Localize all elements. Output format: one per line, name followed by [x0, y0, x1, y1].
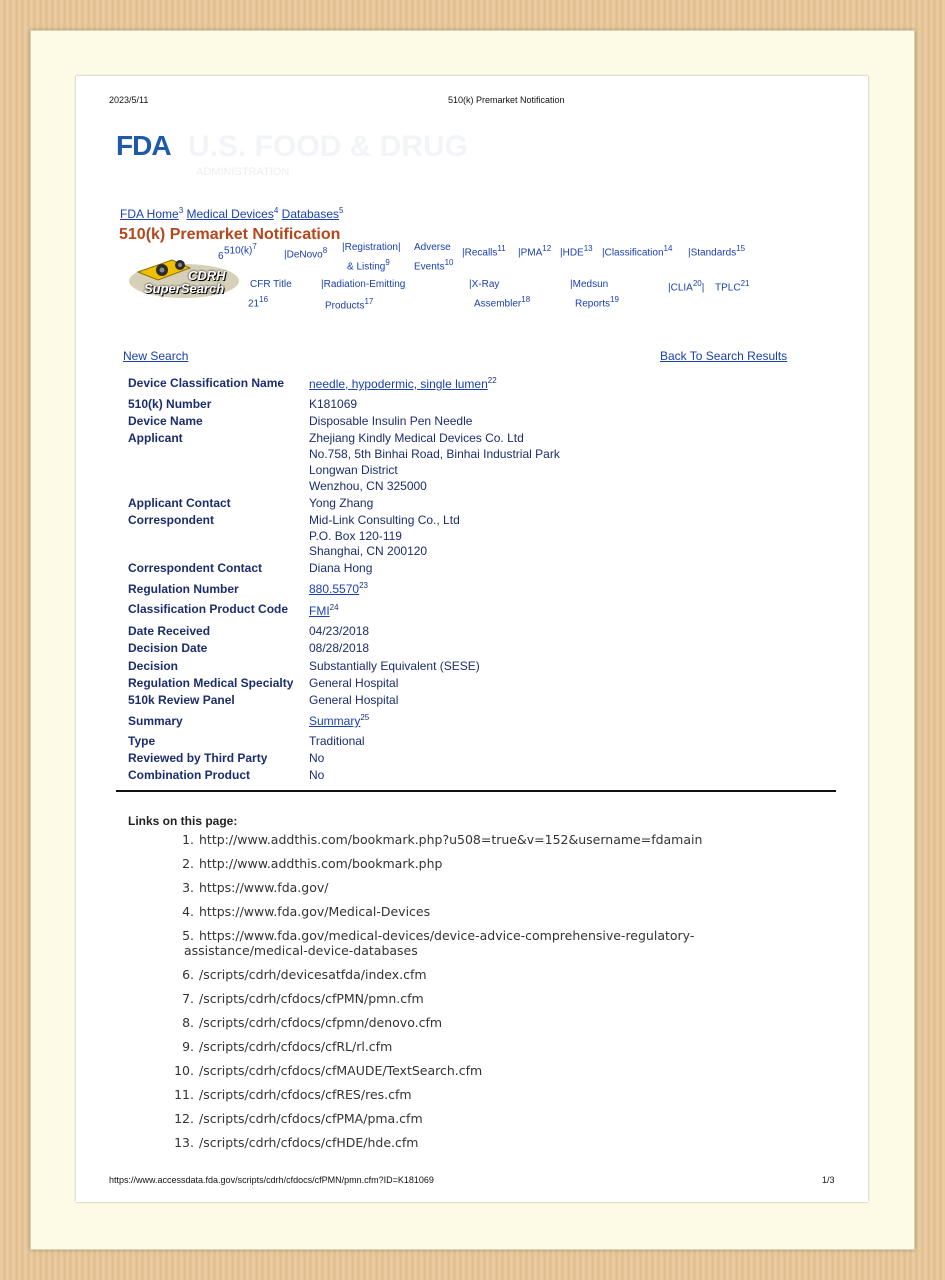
- type-label: Type: [128, 734, 156, 748]
- regulation-number-link[interactable]: 880.5570: [309, 582, 360, 596]
- nav-cfr-label-2: 21: [248, 298, 260, 310]
- nav-510k-label: 510(k): [224, 245, 253, 257]
- nav-registration-label-2: & Listing: [347, 261, 386, 273]
- link-url: http://www.addthis.com/bookmark.php: [199, 856, 443, 871]
- link-url: /scripts/cdrh/cfdocs/cfMAUDE/TextSearch.cfm: [199, 1063, 483, 1078]
- link-ref-number: 14: [663, 244, 673, 253]
- correspondent-label: Correspondent: [128, 513, 215, 527]
- nav-radiation-cont[interactable]: [325, 297, 373, 311]
- list-item[interactable]: [166, 1111, 702, 1126]
- list-number: 9.: [182, 1039, 194, 1054]
- nav-separator: |: [701, 282, 705, 294]
- nav-xray-label: X-Ray: [471, 279, 500, 290]
- list-item[interactable]: [166, 1087, 702, 1102]
- nav-cfr-title[interactable]: [250, 279, 292, 290]
- specialty-label: Regulation Medical Specialty: [128, 676, 294, 690]
- nav-tplc[interactable]: [715, 279, 749, 293]
- k-number-label: 510(k) Number: [128, 397, 212, 411]
- link-ref-number: 7: [252, 242, 257, 251]
- faint-banner-title: U.S. FOOD & DRUG: [188, 130, 469, 163]
- nav-hde[interactable]: [560, 244, 593, 258]
- link-url: https://www.fda.gov/Medical-Devices: [199, 904, 431, 919]
- link-ref-number: 20: [692, 279, 702, 288]
- applicant-line-3: Longwan District: [309, 463, 398, 477]
- correspondent-contact-label: Correspondent Contact: [128, 561, 263, 575]
- page-title: 510(k) Premarket Notification: [119, 226, 341, 243]
- nav-separator: |: [342, 242, 345, 253]
- third-party-value: No: [309, 751, 325, 765]
- nav-separator: |: [518, 247, 521, 259]
- k-number-value: K181069: [309, 397, 358, 411]
- list-item[interactable]: [166, 856, 702, 871]
- list-item[interactable]: [166, 880, 702, 895]
- link-ref-number: 25: [360, 713, 370, 722]
- link-ref-number: 19: [610, 295, 619, 304]
- link-url: https://www.fda.gov/: [199, 880, 329, 895]
- list-number: 2.: [182, 856, 194, 871]
- section-divider: [116, 790, 836, 792]
- correspondent-line-1: Mid-Link Consulting Co., Ltd: [309, 513, 460, 527]
- list-item[interactable]: [166, 904, 702, 919]
- device-name-value: Disposable Insulin Pen Needle: [309, 414, 473, 428]
- nav-separator: |: [462, 247, 465, 259]
- link-ref-number: 23: [359, 581, 368, 590]
- nav-registration[interactable]: [342, 242, 401, 253]
- nav-adverse[interactable]: [414, 242, 451, 253]
- nav-hde-label: HDE: [562, 247, 584, 259]
- nav-registration-cont[interactable]: [347, 258, 390, 272]
- list-item[interactable]: [166, 967, 702, 982]
- applicant-line-1: Zhejiang Kindly Medical Devices Co. Ltd: [309, 431, 524, 445]
- nav-adverse-cont[interactable]: [414, 258, 453, 272]
- nav-separator: |: [668, 282, 671, 294]
- list-item[interactable]: [166, 1015, 702, 1030]
- list-number: 10.: [174, 1063, 194, 1078]
- decision-value: Substantially Equivalent (SESE): [309, 659, 480, 673]
- list-number: 4.: [182, 904, 194, 919]
- combination-label: Combination Product: [128, 768, 250, 782]
- nav-medsun-label-2: Reports: [575, 298, 611, 310]
- regulation-number-label: Regulation Number: [128, 582, 239, 596]
- nav-radiation[interactable]: [321, 279, 405, 290]
- breadcrumb: [120, 206, 343, 221]
- links-heading: Links on this page:: [128, 814, 238, 828]
- specialty-value: General Hospital: [309, 676, 399, 690]
- applicant-contact-value: Yong Zhang: [309, 496, 374, 510]
- correspondent-line-3: Shanghai, CN 200120: [309, 544, 428, 558]
- list-number: 6.: [182, 967, 194, 982]
- nav-cfr-label: CFR Title: [250, 279, 292, 290]
- link-ref-number: 12: [542, 244, 552, 253]
- nav-xray[interactable]: [469, 279, 499, 290]
- nav-recalls-label: Recalls: [464, 247, 498, 259]
- summary-link[interactable]: Summary: [309, 714, 361, 728]
- nav-clia-label: CLIA: [670, 282, 693, 294]
- applicant-contact-label: Applicant Contact: [128, 496, 231, 510]
- applicant-line-2: No.758, 5th Binhai Road, Binhai Industrial Park: [309, 447, 560, 461]
- back-to-results-link[interactable]: Back To Search Results: [660, 349, 788, 363]
- link-ref-number: 5: [339, 206, 344, 215]
- nav-tplc-label: TPLC: [715, 282, 741, 294]
- link-ref-number: 22: [487, 376, 497, 385]
- nav-classification[interactable]: [602, 244, 672, 258]
- nav-medsun[interactable]: [570, 279, 608, 290]
- link-ref-number: 24: [329, 603, 339, 612]
- new-search-link[interactable]: New Search: [123, 349, 189, 363]
- link-url: /scripts/cdrh/cfdocs/cfRL/rl.cfm: [199, 1039, 393, 1054]
- nav-standards-label: Standards: [690, 247, 737, 259]
- nav-denovo[interactable]: [284, 246, 327, 260]
- nav-denovo-label: DeNovo: [286, 249, 323, 261]
- link-url-continued: assistance/medical-device-databases: [184, 943, 418, 958]
- print-title: 510(k) Premarket Notification: [448, 95, 565, 105]
- list-item[interactable]: [166, 1039, 702, 1054]
- list-number: 1.: [182, 832, 194, 847]
- breadcrumb-databases[interactable]: Databases: [281, 207, 340, 221]
- product-code-value: [309, 603, 339, 618]
- link-ref-number: 17: [364, 297, 374, 306]
- nav-cfr-title-cont[interactable]: [248, 295, 268, 309]
- third-party-label: Reviewed by Third Party: [128, 751, 268, 765]
- date-received-label: Date Received: [128, 624, 211, 638]
- nav-xray-label-2: Assembler: [474, 298, 522, 310]
- list-number: 12.: [174, 1111, 194, 1126]
- device-class-value: [309, 376, 497, 391]
- link-ref-number: 9: [385, 258, 390, 267]
- link-ref-number: 6: [218, 251, 224, 262]
- nav-medsun-label: Medsun: [572, 279, 609, 290]
- nav-separator: |: [397, 242, 401, 253]
- review-panel-label: 510k Review Panel: [128, 693, 235, 707]
- link-url: http://www.addthis.com/bookmark.php?u508=true&v=152&username=fdamain: [199, 832, 703, 847]
- link-url: /scripts/cdrh/cfdocs/cfHDE/hde.cfm: [199, 1135, 419, 1150]
- link-ref-number: 13: [583, 244, 593, 253]
- nav-xray-cont[interactable]: [474, 295, 530, 309]
- combination-value: No: [309, 768, 325, 782]
- applicant-label: Applicant: [128, 431, 183, 445]
- review-panel-value: General Hospital: [309, 693, 399, 707]
- supersearch-cdrh-text: CDRH: [188, 268, 226, 283]
- link-ref-number: 15: [736, 244, 746, 253]
- link-url: /scripts/cdrh/devicesatfda/index.cfm: [199, 967, 427, 982]
- supersearch-wordmark-text: SuperSearch: [144, 281, 225, 296]
- product-code-label: Classification Product Code: [128, 602, 289, 616]
- breadcrumb-medical-devices[interactable]: Medical Devices: [186, 207, 274, 221]
- correspondent-line-2: P.O. Box 120-119: [309, 529, 402, 543]
- document-page: [76, 76, 868, 1202]
- link-url: /scripts/cdrh/cfdocs/cfPMN/pmn.cfm: [199, 991, 424, 1006]
- list-item[interactable]: [166, 832, 702, 847]
- nav-pma[interactable]: [518, 244, 551, 258]
- nav-clia[interactable]: [668, 279, 704, 293]
- nav-separator: |: [469, 279, 472, 290]
- link-url: /scripts/cdrh/cfdocs/cfRES/res.cfm: [199, 1087, 412, 1102]
- nav-standards[interactable]: [688, 244, 745, 258]
- faint-banner-subtitle: ADMINISTRATION: [196, 166, 290, 178]
- nav-separator: |: [688, 247, 691, 259]
- decision-date-value: 08/28/2018: [309, 641, 370, 655]
- fda-logo[interactable]: FDA: [116, 130, 171, 161]
- link-ref-number: 21: [740, 279, 750, 288]
- nav-registration-label: Registration: [344, 242, 398, 253]
- summary-label: Summary: [128, 714, 183, 728]
- nav-separator: |: [570, 279, 573, 290]
- links-list: [166, 832, 702, 1159]
- nav-classification-label: Classification: [604, 247, 664, 259]
- list-number: 5.: [182, 928, 194, 943]
- nav-radiation-label-2: Products: [325, 300, 365, 312]
- link-ref-number: 8: [322, 246, 328, 255]
- list-number: 11.: [174, 1087, 194, 1102]
- device-class-link[interactable]: needle, hypodermic, single lumen: [309, 377, 488, 391]
- link-url: /scripts/cdrh/cfdocs/cfPMA/pma.cfm: [199, 1111, 423, 1126]
- link-url: https://www.fda.gov/medical-devices/device-advice-comprehensive-regulatory-: [199, 928, 695, 943]
- list-item[interactable]: [166, 1135, 702, 1150]
- product-code-link[interactable]: FMI: [309, 604, 330, 618]
- correspondent-contact-value: Diana Hong: [309, 561, 373, 575]
- nav-510k[interactable]: [224, 242, 257, 256]
- print-footer-url: https://www.accessdata.fda.gov/scripts/cdrh/cfdocs/cfPMN/pmn.cfm?ID=K181069: [109, 1175, 434, 1185]
- list-number: 7.: [182, 991, 194, 1006]
- link-ref-number: 3: [178, 206, 184, 215]
- regulation-number-value: [309, 581, 368, 596]
- nav-pma-label: PMA: [520, 247, 543, 259]
- applicant-line-4: Wenzhou, CN 325000: [309, 479, 427, 493]
- link-ref-number: 16: [259, 295, 269, 304]
- list-item[interactable]: [166, 1063, 702, 1078]
- device-class-label: Device Classification Name: [128, 376, 285, 390]
- print-date: 2023/5/11: [109, 95, 149, 105]
- list-item[interactable]: [166, 928, 702, 958]
- decision-label: Decision: [128, 659, 179, 673]
- list-number: 13.: [174, 1135, 194, 1150]
- type-value: Traditional: [309, 734, 365, 748]
- nav-separator: |: [321, 279, 324, 290]
- link-ref-number: 10: [444, 258, 454, 267]
- device-name-label: Device Name: [128, 414, 203, 428]
- nav-adverse-label: Adverse: [414, 242, 451, 253]
- nav-medsun-cont[interactable]: [575, 295, 619, 309]
- link-ref-number: 4: [273, 206, 279, 215]
- list-number: 3.: [182, 880, 194, 895]
- link-ref-number: 18: [521, 295, 531, 304]
- list-number: 8.: [182, 1015, 194, 1030]
- link-url: /scripts/cdrh/cfdocs/cfpmn/denovo.cfm: [199, 1015, 443, 1030]
- nav-separator: |: [602, 247, 605, 259]
- nav-separator: |: [284, 249, 287, 261]
- date-received-value: 04/23/2018: [309, 624, 370, 638]
- decision-date-label: Decision Date: [128, 641, 208, 655]
- breadcrumb-fda-home[interactable]: FDA Home: [120, 207, 179, 221]
- nav-adverse-label-2: Events: [414, 261, 445, 273]
- link-ref-number: 11: [497, 244, 506, 253]
- nav-recalls[interactable]: [462, 244, 506, 258]
- summary-value: [309, 713, 369, 728]
- list-item[interactable]: [166, 991, 702, 1006]
- nav-separator: |: [560, 247, 563, 259]
- nav-radiation-label: Radiation-Emitting: [323, 279, 406, 290]
- print-page-number: 1/3: [822, 1175, 835, 1185]
